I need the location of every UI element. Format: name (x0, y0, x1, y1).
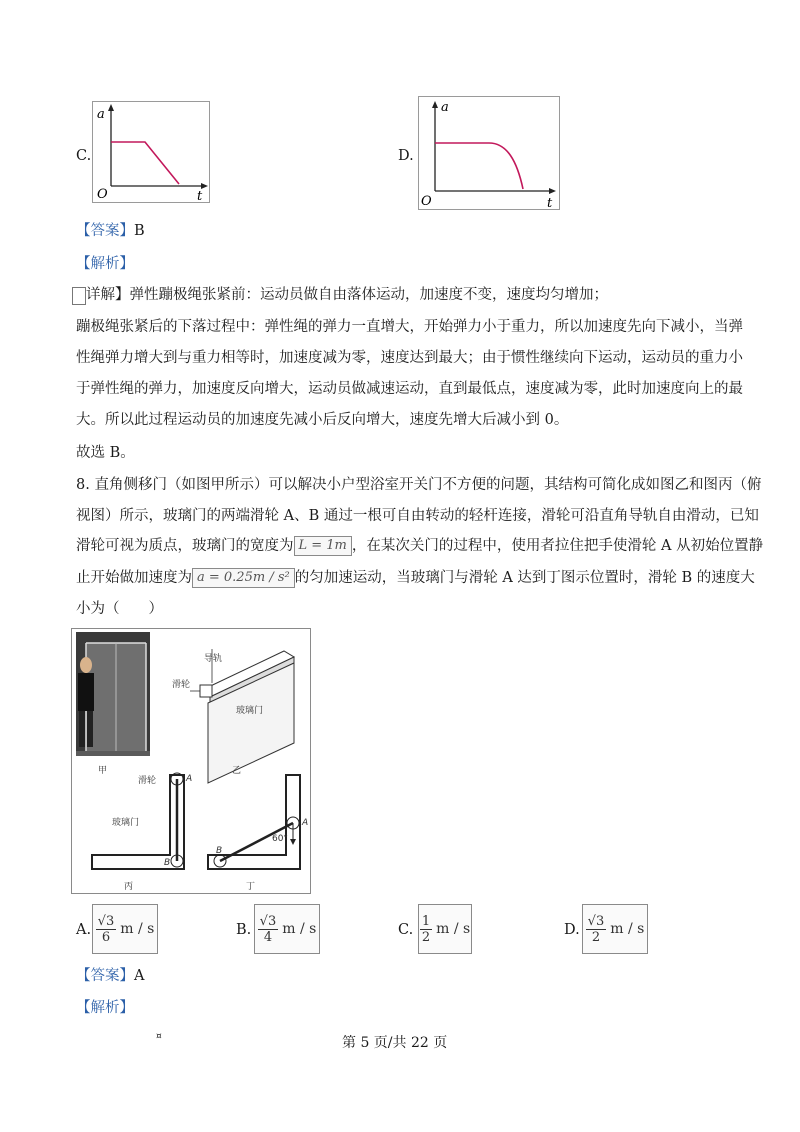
question-8-line-4 (76, 568, 755, 588)
option-c-fraction (420, 914, 432, 945)
unit: m / s (610, 921, 645, 937)
graph-d-svg (419, 97, 559, 209)
graph-d-origin: O (421, 194, 432, 209)
answer-value: B (134, 223, 145, 239)
label-point-b: B (216, 846, 223, 856)
label-point-a: A (186, 774, 193, 784)
graph-d-y-label: a (441, 100, 449, 115)
text-segment: 止开始做加速度为 (76, 570, 192, 586)
unit: m / s (120, 921, 155, 937)
option-d-label: D. (398, 148, 414, 164)
text-segment: 滑轮可视为质点，玻璃门的宽度为 (76, 538, 294, 554)
formula-acceleration: a = 0.25m / s² (192, 568, 295, 588)
label-point-a: A (302, 818, 309, 828)
answer-8 (76, 966, 144, 986)
option-b-fraction (258, 914, 279, 945)
label-yi: 乙 (232, 766, 242, 776)
y-axis-arrow-icon (108, 104, 114, 111)
option-d-box (582, 904, 648, 954)
numerator: √3 (587, 913, 605, 929)
answer-label: 【答案】 (76, 968, 134, 984)
question-8-line-3 (76, 536, 763, 556)
denominator: 2 (591, 929, 601, 945)
photo-person-head (80, 657, 92, 673)
label-pulley: 滑轮 (172, 680, 191, 690)
label-pulley-bing: 滑轮 (138, 776, 157, 786)
label-point-b: B (164, 858, 171, 868)
option-c-box (418, 904, 472, 954)
label-jia: 甲 (98, 766, 108, 776)
explanation-line-1: 详解】弹性蹦极绳张紧前：运动员做自由落体运动，加速度不变，速度均匀增加； (86, 287, 608, 303)
label-ding: 丁 (246, 882, 256, 892)
graph-c (92, 101, 210, 203)
graph-c-y-label: a (97, 107, 105, 122)
label-glass-door-bing: 玻璃门 (112, 818, 140, 828)
option-c-label-q8: C. (398, 922, 414, 938)
formula-width: L = 1m (294, 536, 352, 556)
graph-c-svg (93, 102, 209, 202)
figure-sliding-door (71, 628, 311, 894)
analysis-8-label: 【解析】 (76, 1000, 134, 1016)
numerator: √3 (97, 913, 115, 929)
graph-d-x-label: t (547, 196, 553, 209)
option-d-fraction (586, 914, 607, 945)
explanation-line-3: 性绳弹力增大到与重力相等时，加速度减为零，速度达到最大；由于惯性继续向下运动，运动员的重力小 (76, 350, 743, 366)
answer-7 (76, 221, 145, 241)
label-bing: 丙 (124, 882, 134, 892)
graph-d-curve (435, 143, 523, 189)
photo-person-body (78, 673, 94, 711)
photo-floor (76, 751, 150, 756)
footer-marker: ¤ (156, 1032, 162, 1042)
answer-label: 【答案】 (76, 223, 134, 239)
option-a-label: A. (76, 922, 92, 938)
graph-c-origin: O (97, 187, 108, 202)
analysis-7-label: 【解析】 (76, 256, 134, 272)
question-8-line-1: 8. 直角侧移门（如图甲所示）可以解决小户型浴室开关门不方便的问题，其结构可简化成如图乙和图丙（俯 (76, 477, 762, 493)
text-segment: 的匀加速运动，当玻璃门与滑轮 A 达到丁图示位置时，滑轮 B 的速度大 (294, 570, 755, 586)
photo-person-leg (87, 711, 93, 747)
unit: m / s (436, 921, 471, 937)
denominator: 4 (263, 929, 273, 945)
text-segment: ，在某次关门的过程中，使用者拉住把手使滑轮 A 从初始位置静 (351, 538, 764, 554)
photo-person-leg (79, 711, 85, 747)
answer-value: A (134, 968, 145, 984)
label-guide-rail: 导轨 (204, 654, 223, 664)
question-8-line-2: 视图）所示，玻璃门的两端滑轮 A、B 通过一根可自由转动的轻杆连接，滑轮可沿直角导轨自由滑动，已知 (76, 508, 759, 524)
label-glass-door: 玻璃门 (236, 706, 264, 716)
denominator: 6 (101, 929, 111, 945)
label-angle: 60° (272, 834, 288, 844)
graph-c-x-label: t (197, 189, 203, 202)
option-c-label: C. (76, 148, 92, 164)
option-d-label-q8: D. (564, 922, 580, 938)
explanation-line-4: 于弹性绳的弹力，加速度反向增大，运动员做减速运动，直到最低点，速度减为零，此时加速度向上的最 (76, 381, 743, 397)
graph-c-curve (111, 142, 179, 184)
option-a-box (92, 904, 158, 954)
numerator: √3 (259, 913, 277, 929)
explanation-line-2: 蹦极绳张紧后的下落过程中：弹性绳的弹力一直增大，开始弹力小于重力，所以加速度先向下减小，当弹 (76, 319, 743, 335)
x-axis-arrow-icon (549, 188, 556, 194)
question-8-line-5: 小为（ ） (76, 601, 163, 617)
pulley-icon (200, 685, 212, 697)
image-placeholder-box (72, 287, 86, 305)
denominator: 2 (421, 929, 431, 945)
y-axis-arrow-icon (432, 101, 438, 108)
conclusion-7: 故选 B。 (76, 445, 135, 461)
page-number: 第 5 页/共 22 页 (342, 1035, 448, 1051)
option-a-fraction (96, 914, 117, 945)
option-b-box (254, 904, 320, 954)
unit: m / s (282, 921, 317, 937)
option-b-label: B. (236, 922, 252, 938)
numerator: 1 (421, 913, 431, 929)
graph-d (418, 96, 560, 210)
explanation-line-5: 大。所以此过程运动员的加速度先减小后反向增大，速度先增大后减小到 0。 (76, 412, 569, 428)
figure-svg (72, 629, 310, 893)
